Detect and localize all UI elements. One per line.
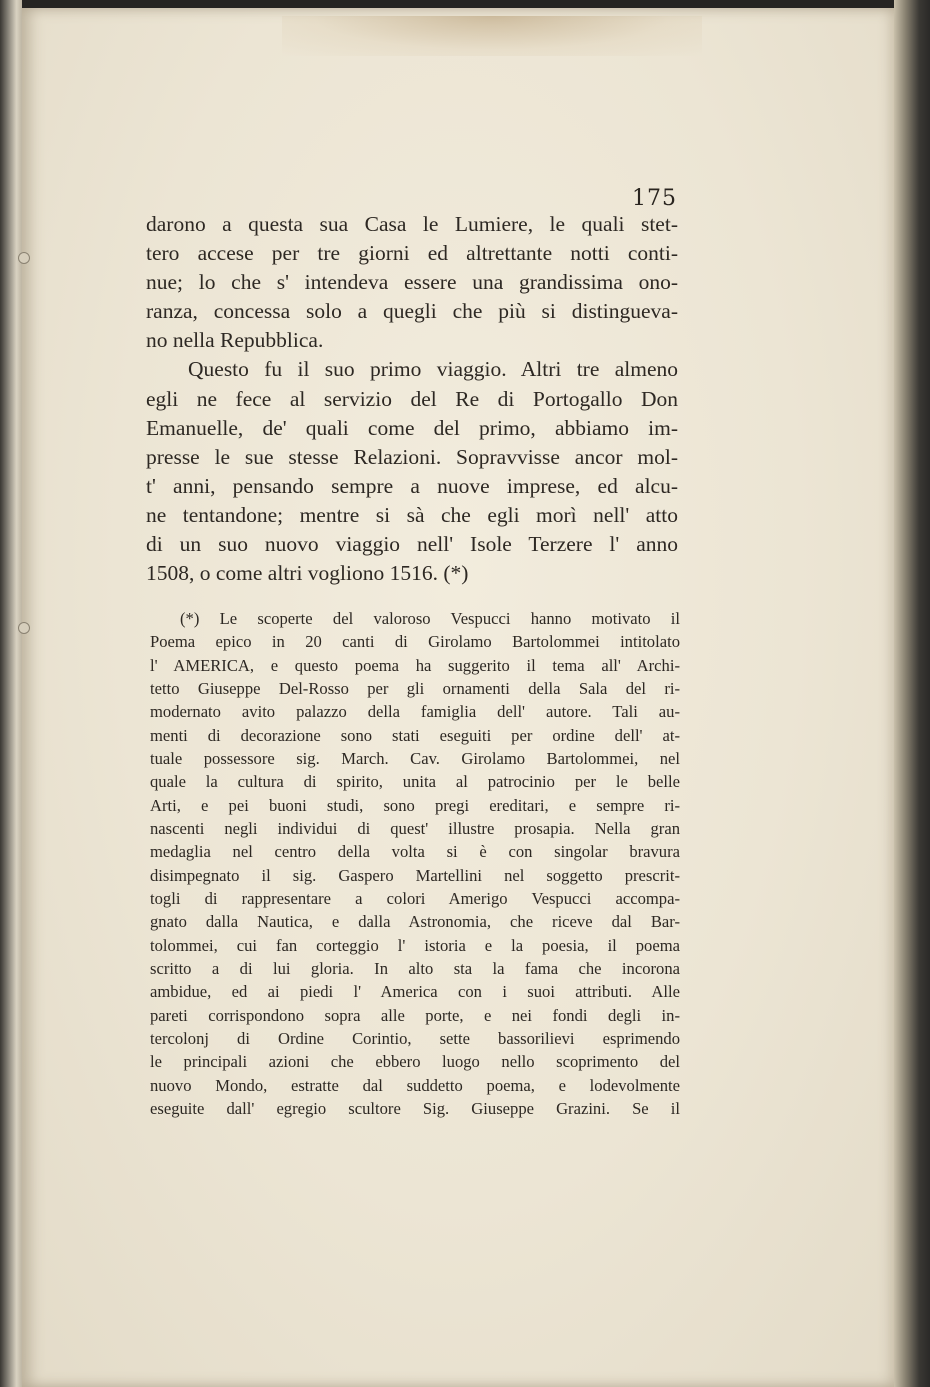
text-line: nue; lo che s' intendeva essere una grandissima ono- bbox=[146, 270, 678, 295]
binding-hole-mark bbox=[18, 622, 30, 634]
footnote-line: tolommei, cui fan corteggio l' istoria e la poesia, il poema bbox=[150, 935, 680, 955]
text-line: 1508, o come altri vogliono 1516. (*) bbox=[146, 561, 469, 586]
footnote-line: nuovo Mondo, estratte dal suddetto poema, e lodevolmente bbox=[150, 1075, 680, 1095]
footnote-line: tuale possessore sig. March. Cav. Girolamo Bartolommei, nel bbox=[150, 748, 680, 768]
footnote-line: pareti corrispondono sopra alle porte, e nei fondi degli in- bbox=[150, 1005, 680, 1025]
footnote-line: quale la cultura di spirito, unita al patrocinio per le belle bbox=[150, 772, 680, 792]
footnote-line: medaglia nel centro della volta si è con singolar bravura bbox=[150, 842, 680, 862]
footnote-line: disimpegnato il sig. Gaspero Martellini nel soggetto prescrit- bbox=[150, 865, 680, 885]
text-line: ne tentandone; mentre si sà che egli morì nell' atto bbox=[146, 502, 678, 527]
text-line: Questo fu il suo primo viaggio. Altri tre almeno bbox=[188, 357, 678, 382]
footnote-line: scritto a di lui gloria. In alto sta la fama che incorona bbox=[150, 958, 680, 978]
footnote-line: gnato dalla Nautica, e dalla Astronomia, che riceve dal Bar- bbox=[150, 912, 680, 932]
footnote-line: ambidue, ed ai piedi l' America con i suoi attributi. Alle bbox=[150, 982, 680, 1002]
text-line: di un suo nuovo viaggio nell' Isole Terzere l' anno bbox=[146, 532, 678, 557]
text-line: tero accese per tre giorni ed altrettante notti conti- bbox=[146, 241, 678, 266]
text-line: egli ne fece al servizio del Re di Portogallo Don bbox=[146, 386, 678, 411]
footnote-line: (*) Le scoperte del valoroso Vespucci hanno motivato il bbox=[180, 609, 680, 628]
footnote-line: le principali azioni che ebbero luogo nello scoprimento del bbox=[150, 1052, 680, 1072]
right-page-edge bbox=[894, 0, 930, 1387]
footnote-line: menti di decorazione sono stati eseguiti per ordine dell' at- bbox=[150, 725, 680, 745]
text-line: no nella Repubblica. bbox=[146, 328, 324, 353]
footnote-line: nascenti negli individui di quest' illustre prosapia. Nella gran bbox=[150, 818, 680, 838]
footnote-line: tetto Giuseppe Del-Rosso per gli ornamenti della Sala del ri- bbox=[150, 678, 680, 698]
footnote-line: eseguite dall' egregio scultore Sig. Giuseppe Grazini. Se il bbox=[150, 1098, 680, 1118]
footnote-line: l' AMERICA, e questo poema ha suggerito il tema all' Archi- bbox=[150, 655, 680, 675]
footnote-line: Poema epico in 20 canti di Girolamo Bartolommei intitolato bbox=[150, 632, 680, 652]
footnote-line: tercolonj di Ordine Corintio, sette bassorilievi esprimendo bbox=[150, 1028, 680, 1048]
text-line: presse le sue stesse Relazioni. Sopravvisse ancor mol- bbox=[146, 444, 678, 469]
text-line: t' anni, pensando sempre a nuove imprese, ed alcu- bbox=[146, 473, 678, 498]
main-text-block bbox=[146, 210, 678, 588]
binding-hole-mark bbox=[18, 252, 30, 264]
text-line: darono a questa sua Casa le Lumiere, le quali stet- bbox=[146, 212, 678, 236]
facing-page-edge bbox=[0, 0, 22, 1387]
text-line: ranza, concessa solo a quegli che più si distingueva- bbox=[146, 299, 678, 324]
footnote-block bbox=[150, 607, 680, 1120]
text-line: Emanuelle, de' quali come del primo, abbiamo im- bbox=[146, 415, 678, 440]
water-stain bbox=[282, 16, 702, 56]
footnote-line: togli di rappresentare a colori Amerigo Vespucci accompa- bbox=[150, 888, 680, 908]
footnote-line: Arti, e pei buoni studi, sono pregi ereditari, e sempre ri- bbox=[150, 795, 680, 815]
footnote-line: modernato avito palazzo della famiglia dell' autore. Tali au- bbox=[150, 702, 680, 722]
page-number: 175 bbox=[632, 186, 677, 211]
